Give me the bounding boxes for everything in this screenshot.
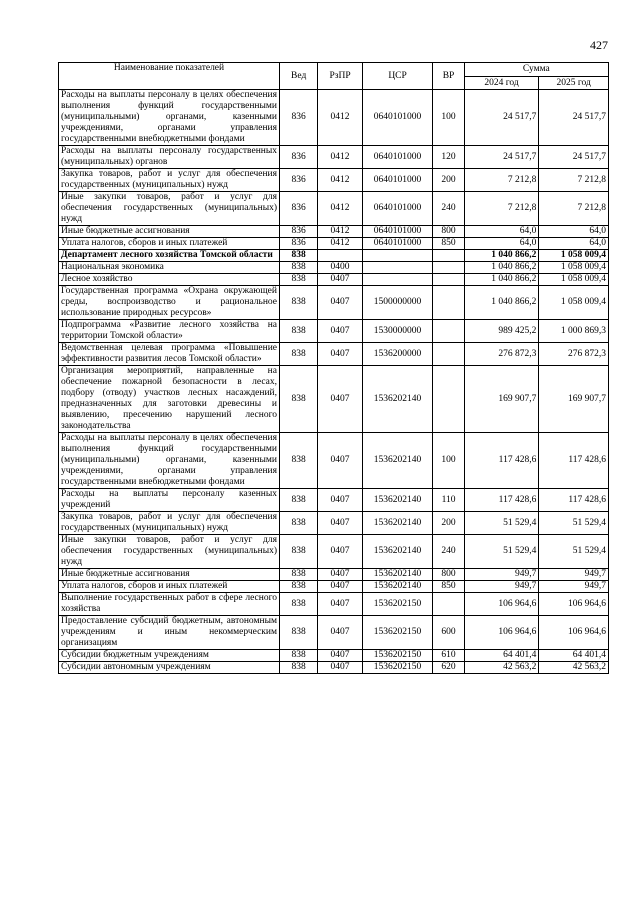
table-row	[59, 274, 609, 286]
row-vr-cell: 850	[433, 581, 464, 593]
table-row	[59, 192, 609, 226]
row-csr-cell	[362, 250, 433, 262]
row-sum-2025-cell: 1 058 009,4	[539, 250, 609, 262]
table-row	[59, 662, 609, 674]
row-csr-cell: 1530000000	[362, 320, 433, 343]
row-ved-cell: 836	[280, 146, 318, 169]
row-sum-2025-cell: 106 964,6	[539, 593, 609, 616]
row-sum-2025-cell: 106 964,6	[539, 616, 609, 650]
row-rzpr-cell: 0407	[318, 433, 362, 489]
table-header	[59, 63, 609, 90]
header-year-2024: 2024 год	[464, 77, 539, 90]
row-name-cell: Иные бюджетные ассигнования	[59, 226, 280, 238]
row-csr-cell: 0640101000	[362, 169, 433, 192]
row-csr-cell: 1536202140	[362, 535, 433, 569]
row-sum-2025-cell: 1 058 009,4	[539, 286, 609, 320]
row-name-cell: Департамент лесного хозяйства Томской области	[59, 250, 280, 262]
row-sum-2024-cell: 1 040 866,2	[464, 286, 539, 320]
row-sum-2025-cell: 169 907,7	[539, 366, 609, 433]
row-ved-cell: 838	[280, 616, 318, 650]
row-name-cell: Иные закупки товаров, работ и услуг для обеспечения государственных (муниципальных) нужд	[59, 535, 280, 569]
table-row	[59, 366, 609, 433]
row-sum-2024-cell: 989 425,2	[464, 320, 539, 343]
row-csr-cell: 1536202150	[362, 650, 433, 662]
row-sum-2024-cell: 949,7	[464, 581, 539, 593]
row-rzpr-cell: 0407	[318, 593, 362, 616]
row-sum-2024-cell: 64 401,4	[464, 650, 539, 662]
table-body	[59, 90, 609, 674]
row-rzpr-cell: 0412	[318, 146, 362, 169]
row-csr-cell: 0640101000	[362, 192, 433, 226]
table-row	[59, 581, 609, 593]
row-rzpr-cell: 0407	[318, 274, 362, 286]
row-sum-2025-cell: 64,0	[539, 238, 609, 250]
row-rzpr-cell: 0407	[318, 535, 362, 569]
table-row	[59, 169, 609, 192]
row-vr-cell	[433, 262, 464, 274]
row-rzpr-cell: 0407	[318, 343, 362, 366]
row-rzpr-cell: 0400	[318, 262, 362, 274]
table-row	[59, 650, 609, 662]
row-csr-cell: 0640101000	[362, 226, 433, 238]
row-name-cell: Закупка товаров, работ и услуг для обеспечения государственных (муниципальных) нужд	[59, 169, 280, 192]
row-ved-cell: 836	[280, 226, 318, 238]
row-name-cell: Национальная экономика	[59, 262, 280, 274]
row-csr-cell: 1536202140	[362, 581, 433, 593]
row-sum-2024-cell: 7 212,8	[464, 192, 539, 226]
table-row	[59, 593, 609, 616]
row-csr-cell: 0640101000	[362, 146, 433, 169]
table-row	[59, 238, 609, 250]
row-sum-2025-cell: 42 563,2	[539, 662, 609, 674]
row-vr-cell: 120	[433, 146, 464, 169]
table-row	[59, 226, 609, 238]
row-ved-cell: 838	[280, 512, 318, 535]
row-sum-2024-cell: 117 428,6	[464, 433, 539, 489]
row-sum-2025-cell: 64,0	[539, 226, 609, 238]
row-rzpr-cell	[318, 250, 362, 262]
row-rzpr-cell: 0412	[318, 169, 362, 192]
row-sum-2025-cell: 7 212,8	[539, 169, 609, 192]
row-name-cell: Выполнение государственных работ в сфере лесного хозяйства	[59, 593, 280, 616]
row-sum-2024-cell: 276 872,3	[464, 343, 539, 366]
row-sum-2025-cell: 51 529,4	[539, 512, 609, 535]
row-sum-2025-cell: 24 517,7	[539, 146, 609, 169]
table-row	[59, 433, 609, 489]
table-row	[59, 512, 609, 535]
row-name-cell: Предоставление субсидий бюджетным, автономным учреждениям и иным некоммерческим организациям	[59, 616, 280, 650]
header-sum: Сумма	[464, 63, 608, 77]
page-number: 427	[590, 38, 608, 52]
row-sum-2024-cell: 106 964,6	[464, 593, 539, 616]
row-sum-2024-cell: 1 040 866,2	[464, 262, 539, 274]
row-rzpr-cell: 0407	[318, 616, 362, 650]
row-sum-2025-cell: 117 428,6	[539, 433, 609, 489]
row-name-cell: Расходы на выплаты персоналу в целях обеспечения выполнения функций государственными (муниципальными) органами, казенными учреждениями, органами управления государственными внебюджетными фондами	[59, 90, 280, 146]
row-name-cell: Государственная программа «Охрана окружающей среды, воспроизводство и рациональное использование природных ресурсов»	[59, 286, 280, 320]
row-ved-cell: 838	[280, 433, 318, 489]
row-vr-cell: 600	[433, 616, 464, 650]
table-row	[59, 262, 609, 274]
row-ved-cell: 838	[280, 581, 318, 593]
row-sum-2024-cell: 64,0	[464, 226, 539, 238]
row-csr-cell: 1536200000	[362, 343, 433, 366]
row-name-cell: Субсидии бюджетным учреждениям	[59, 650, 280, 662]
row-vr-cell: 240	[433, 192, 464, 226]
row-vr-cell	[433, 286, 464, 320]
row-sum-2025-cell: 117 428,6	[539, 489, 609, 512]
row-csr-cell: 1536202150	[362, 616, 433, 650]
row-csr-cell: 0640101000	[362, 238, 433, 250]
row-csr-cell: 1500000000	[362, 286, 433, 320]
row-sum-2024-cell: 169 907,7	[464, 366, 539, 433]
row-name-cell: Расходы на выплаты персоналу в целях обеспечения выполнения функций государственными (муниципальными) органами, казенными учреждениями, органами управления государственными внебюджетными фондами	[59, 433, 280, 489]
row-name-cell: Закупка товаров, работ и услуг для обеспечения государственных (муниципальных) нужд	[59, 512, 280, 535]
row-sum-2025-cell: 949,7	[539, 581, 609, 593]
header-rzpr: РзПР	[318, 63, 362, 90]
row-ved-cell: 836	[280, 90, 318, 146]
row-name-cell: Лесное хозяйство	[59, 274, 280, 286]
row-sum-2025-cell: 276 872,3	[539, 343, 609, 366]
row-ved-cell: 838	[280, 274, 318, 286]
row-csr-cell	[362, 274, 433, 286]
row-ved-cell: 838	[280, 535, 318, 569]
row-sum-2024-cell: 51 529,4	[464, 535, 539, 569]
row-name-cell: Уплата налогов, сборов и иных платежей	[59, 581, 280, 593]
row-ved-cell: 838	[280, 366, 318, 433]
row-csr-cell: 1536202140	[362, 569, 433, 581]
row-vr-cell	[433, 250, 464, 262]
row-sum-2024-cell: 1 040 866,2	[464, 250, 539, 262]
row-sum-2025-cell: 1 000 869,3	[539, 320, 609, 343]
row-vr-cell: 200	[433, 169, 464, 192]
row-name-cell: Иные бюджетные ассигнования	[59, 569, 280, 581]
row-sum-2024-cell: 42 563,2	[464, 662, 539, 674]
row-vr-cell	[433, 366, 464, 433]
row-csr-cell: 1536202140	[362, 433, 433, 489]
row-rzpr-cell: 0407	[318, 489, 362, 512]
row-rzpr-cell: 0407	[318, 320, 362, 343]
row-sum-2025-cell: 949,7	[539, 569, 609, 581]
table-row	[59, 286, 609, 320]
row-vr-cell: 800	[433, 569, 464, 581]
row-csr-cell	[362, 262, 433, 274]
row-rzpr-cell: 0407	[318, 286, 362, 320]
row-rzpr-cell: 0407	[318, 662, 362, 674]
row-csr-cell: 1536202140	[362, 489, 433, 512]
row-vr-cell: 800	[433, 226, 464, 238]
row-ved-cell: 838	[280, 593, 318, 616]
row-csr-cell: 1536202140	[362, 512, 433, 535]
table-row	[59, 616, 609, 650]
header-name: Наименование показателей	[59, 63, 280, 90]
row-rzpr-cell: 0412	[318, 192, 362, 226]
header-csr: ЦСР	[362, 63, 433, 90]
row-name-cell: Уплата налогов, сборов и иных платежей	[59, 238, 280, 250]
row-sum-2024-cell: 117 428,6	[464, 489, 539, 512]
row-sum-2025-cell: 1 058 009,4	[539, 274, 609, 286]
row-csr-cell: 1536202140	[362, 366, 433, 433]
row-name-cell: Организация мероприятий, направленные на обеспечение пожарной безопасности в лесах, подбору (отводу) участков лесных насаждений, предназначенных для заготовки древесины и выявлению, пресечению нарушений лесного законодательства	[59, 366, 280, 433]
row-sum-2025-cell: 64 401,4	[539, 650, 609, 662]
row-sum-2025-cell: 7 212,8	[539, 192, 609, 226]
row-ved-cell: 838	[280, 489, 318, 512]
row-csr-cell: 1536202150	[362, 593, 433, 616]
row-ved-cell: 838	[280, 250, 318, 262]
row-sum-2025-cell: 1 058 009,4	[539, 262, 609, 274]
row-vr-cell: 200	[433, 512, 464, 535]
row-vr-cell: 610	[433, 650, 464, 662]
row-ved-cell: 838	[280, 569, 318, 581]
row-ved-cell: 838	[280, 343, 318, 366]
row-rzpr-cell: 0407	[318, 366, 362, 433]
row-name-cell: Субсидии автономным учреждениям	[59, 662, 280, 674]
header-year-2025: 2025 год	[539, 77, 609, 90]
row-rzpr-cell: 0407	[318, 569, 362, 581]
row-vr-cell	[433, 320, 464, 343]
row-sum-2024-cell: 1 040 866,2	[464, 274, 539, 286]
budget-table	[58, 62, 609, 674]
row-name-cell: Расходы на выплаты персоналу государственных (муниципальных) органов	[59, 146, 280, 169]
row-sum-2024-cell: 24 517,7	[464, 90, 539, 146]
row-csr-cell: 0640101000	[362, 90, 433, 146]
row-sum-2024-cell: 51 529,4	[464, 512, 539, 535]
table-row	[59, 250, 609, 262]
table-row	[59, 146, 609, 169]
row-vr-cell: 100	[433, 90, 464, 146]
row-vr-cell	[433, 593, 464, 616]
table-row	[59, 569, 609, 581]
table-row	[59, 343, 609, 366]
row-vr-cell	[433, 343, 464, 366]
row-sum-2024-cell: 24 517,7	[464, 146, 539, 169]
row-ved-cell: 838	[280, 262, 318, 274]
header-vr: ВР	[433, 63, 464, 90]
row-sum-2024-cell: 7 212,8	[464, 169, 539, 192]
row-vr-cell	[433, 274, 464, 286]
row-sum-2024-cell: 64,0	[464, 238, 539, 250]
row-rzpr-cell: 0407	[318, 512, 362, 535]
table-row	[59, 90, 609, 146]
row-vr-cell: 620	[433, 662, 464, 674]
row-vr-cell: 850	[433, 238, 464, 250]
row-ved-cell: 838	[280, 662, 318, 674]
row-vr-cell: 100	[433, 433, 464, 489]
row-rzpr-cell: 0412	[318, 226, 362, 238]
row-ved-cell: 836	[280, 192, 318, 226]
row-vr-cell: 240	[433, 535, 464, 569]
row-sum-2024-cell: 949,7	[464, 569, 539, 581]
row-rzpr-cell: 0412	[318, 238, 362, 250]
row-ved-cell: 838	[280, 650, 318, 662]
table-row	[59, 535, 609, 569]
row-name-cell: Ведомственная целевая программа «Повышение эффективности развития лесов Томской области»	[59, 343, 280, 366]
row-rzpr-cell: 0412	[318, 90, 362, 146]
row-ved-cell: 838	[280, 320, 318, 343]
row-rzpr-cell: 0407	[318, 650, 362, 662]
row-csr-cell: 1536202150	[362, 662, 433, 674]
row-name-cell: Иные закупки товаров, работ и услуг для обеспечения государственных (муниципальных) нужд	[59, 192, 280, 226]
row-ved-cell: 836	[280, 169, 318, 192]
table-row	[59, 320, 609, 343]
row-vr-cell: 110	[433, 489, 464, 512]
table-row	[59, 489, 609, 512]
row-ved-cell: 836	[280, 238, 318, 250]
row-ved-cell: 838	[280, 286, 318, 320]
row-sum-2024-cell: 106 964,6	[464, 616, 539, 650]
row-sum-2025-cell: 24 517,7	[539, 90, 609, 146]
row-sum-2025-cell: 51 529,4	[539, 535, 609, 569]
row-rzpr-cell: 0407	[318, 581, 362, 593]
row-name-cell: Расходы на выплаты персоналу казенных учреждений	[59, 489, 280, 512]
header-ved: Вед	[280, 63, 318, 90]
row-name-cell: Подпрограмма «Развитие лесного хозяйства на территории Томской области»	[59, 320, 280, 343]
